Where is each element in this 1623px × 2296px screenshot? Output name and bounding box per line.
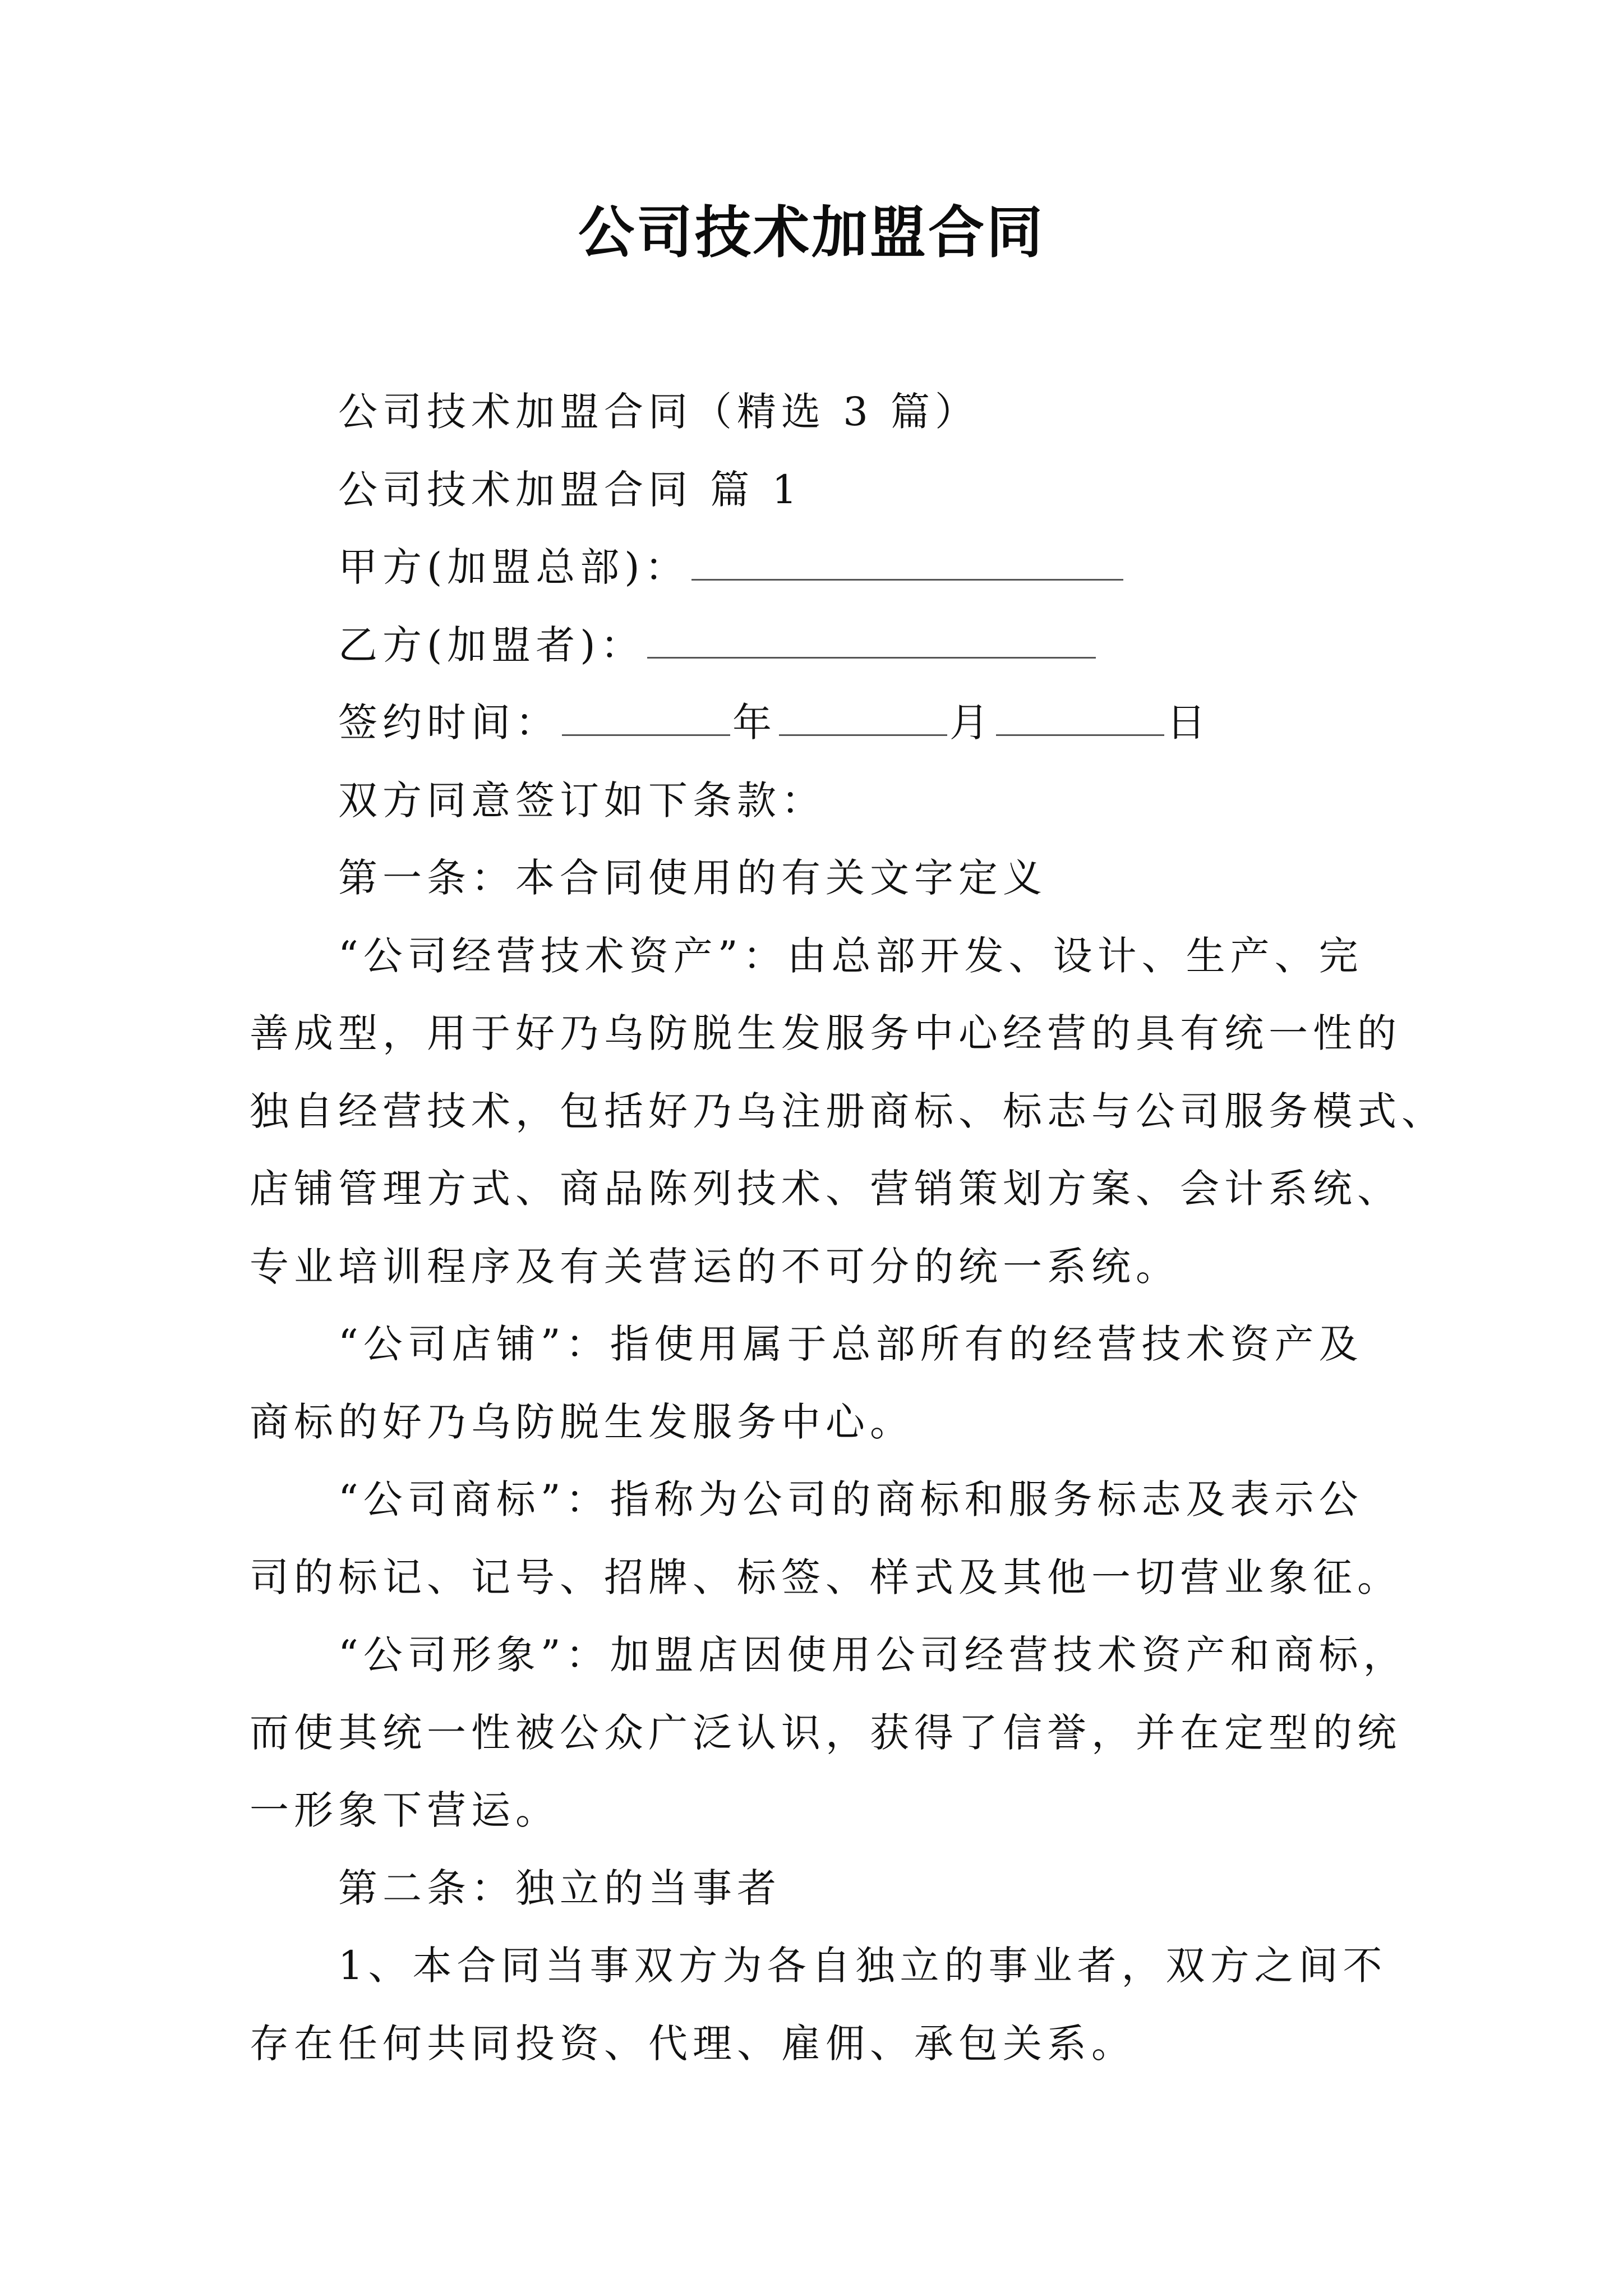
paragraph-line: 司的标记、记号、招牌、标签、样式及其他一切营业象征。 [250,1554,1401,1600]
paragraph-line: “公司形象”：加盟店因使用公司经营技术资产和商标， [338,1632,1408,1678]
section-heading: 公司技术加盟合同 篇 1 [338,466,803,513]
day-label: 日 [1166,700,1211,746]
document-subtitle: 公司技术加盟合同（精选 3 篇） [338,389,980,435]
definition-assets [250,917,1446,1306]
document-title: 公司技术加盟合同 [578,200,1045,265]
paragraph-line: 商标的好乃乌防脱生发服务中心。 [250,1398,914,1445]
paragraph-line: 独自经营技术，包括好乃乌注册商标、标志与公司服务模式、 [250,1088,1446,1134]
paragraph-line: 专业培训程序及有关营运的不可分的统一系统。 [250,1243,1180,1290]
paragraph-line: 1、本合同当事双方为各自独立的事业者，双方之间不 [338,1943,1387,1989]
month-blank [779,701,947,736]
document-body [250,373,1446,2082]
paragraph-line: 而使其统一性被公众广泛认识，获得了信誉，并在定型的统 [250,1709,1401,1756]
sign-time-label: 签约时间： [338,700,560,746]
paragraph-line: “公司商标”：指称为公司的商标和服务标志及表示公 [338,1476,1363,1522]
party-b-line [250,606,1427,684]
article1-heading: 第一条：本合同使用的有关文字定义 [338,855,1047,901]
year-blank [562,701,730,736]
definition-store [250,1305,1427,1461]
article2-heading: 第二条：独立的当事者 [338,1865,781,1911]
paragraph-line: “公司店铺”：指使用属于总部所有的经营技术资产及 [338,1321,1363,1367]
day-blank [996,701,1164,736]
paragraph-line: “公司经营技术资产”：由总部开发、设计、生产、完 [338,932,1363,979]
party-b-blank [647,623,1096,659]
paragraph-line: 店铺管理方式、商品陈列技术、营销策划方案、会计系统、 [250,1166,1401,1212]
article2-item1 [250,1927,1427,2082]
paragraph-line: 存在任何共同投资、代理、雇佣、承包关系。 [250,2020,1136,2067]
month-label: 月 [949,700,994,746]
agreement-intro: 双方同意签订如下条款： [338,777,826,823]
year-label: 年 [732,700,777,746]
party-a-line [250,528,1427,606]
party-a-label: 甲方(加盟总部)： [338,544,689,590]
definition-trademark [250,1461,1427,1616]
definition-image [250,1616,1427,1849]
sign-time-line [250,684,1427,762]
paragraph-line: 善成型，用于好乃乌防脱生发服务中心经营的具有统一性的 [250,1010,1401,1056]
paragraph-line: 一形象下营运。 [250,1787,560,1833]
party-a-blank [691,545,1123,581]
party-b-label: 乙方(加盟者)： [338,622,645,668]
